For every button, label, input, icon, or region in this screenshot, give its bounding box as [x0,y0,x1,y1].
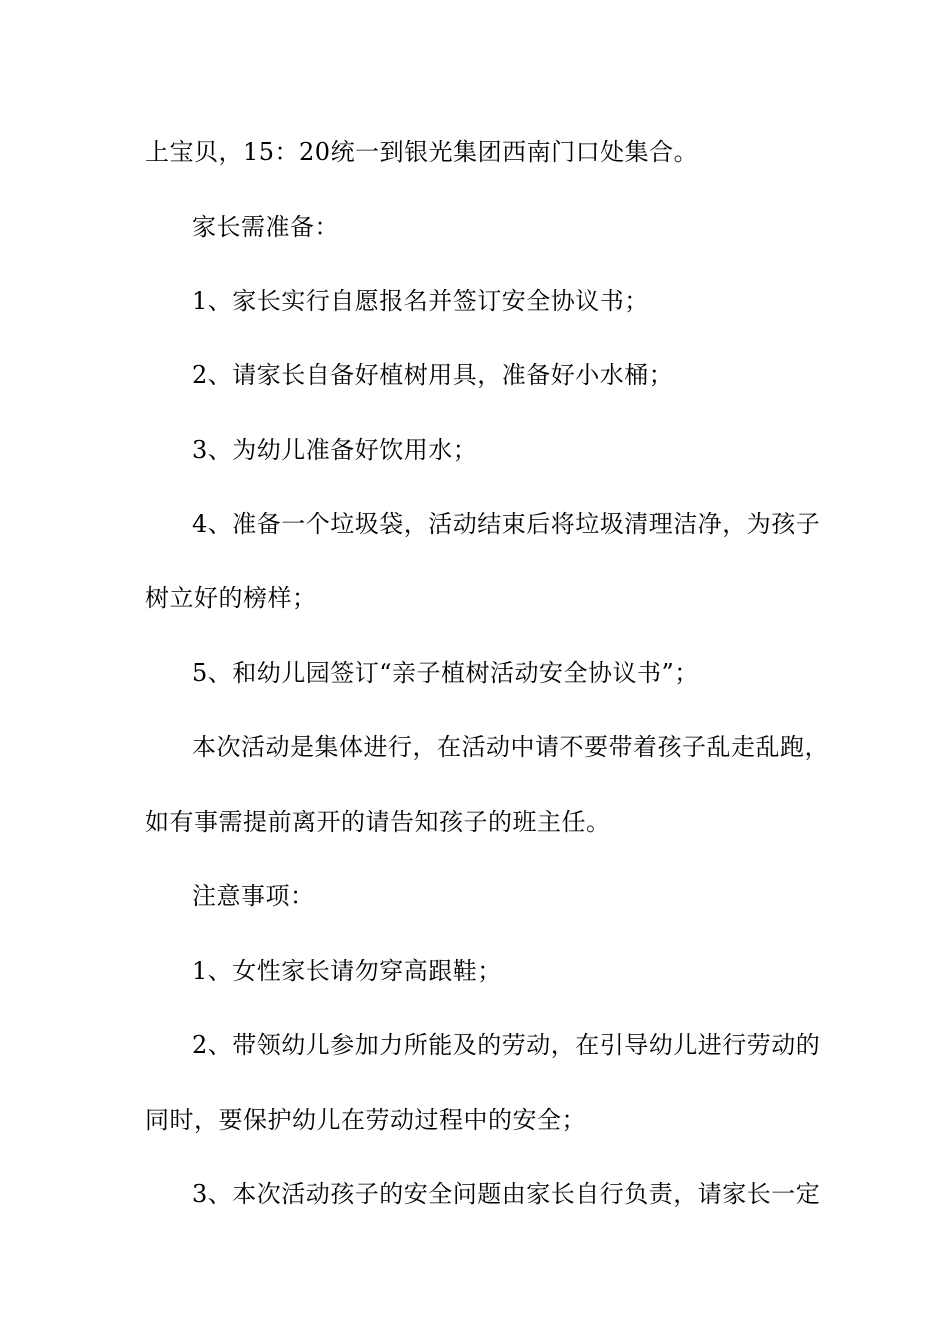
text-line: 上宝贝，15：20统一到银光集团西南门口处集合。 [145,138,699,166]
list-item-continuation: 同时，要保护幼儿在劳动过程中的安全； [145,1106,586,1134]
section-heading: 注意事项： [192,882,315,910]
list-item: 1、家长实行自愿报名并签订安全协议书； [192,287,649,315]
list-item: 2、带领幼儿参加力所能及的劳动，在引导幼儿进行劳动的 [192,1031,821,1059]
list-item: 5、和幼儿园签订“亲子植树活动安全协议书”； [192,659,699,687]
text-line-continuation: 如有事需提前离开的请告知孩子的班主任。 [145,808,611,836]
list-item: 4、准备一个垃圾袋，活动结束后将垃圾清理洁净，为孩子 [192,510,821,538]
text-line: 本次活动是集体进行，在活动中请不要带着孩子乱走乱跑， [192,733,829,761]
list-item: 2、请家长自备好植树用具，准备好小水桶； [192,361,674,389]
list-item: 1、女性家长请勿穿高跟鞋； [192,957,502,985]
list-item-continuation: 树立好的榜样； [145,584,317,612]
section-heading: 家长需准备： [192,213,339,241]
list-item: 3、为幼儿准备好饮用水； [192,436,478,464]
list-item: 3、本次活动孩子的安全问题由家长自行负责，请家长一定 [192,1180,821,1208]
